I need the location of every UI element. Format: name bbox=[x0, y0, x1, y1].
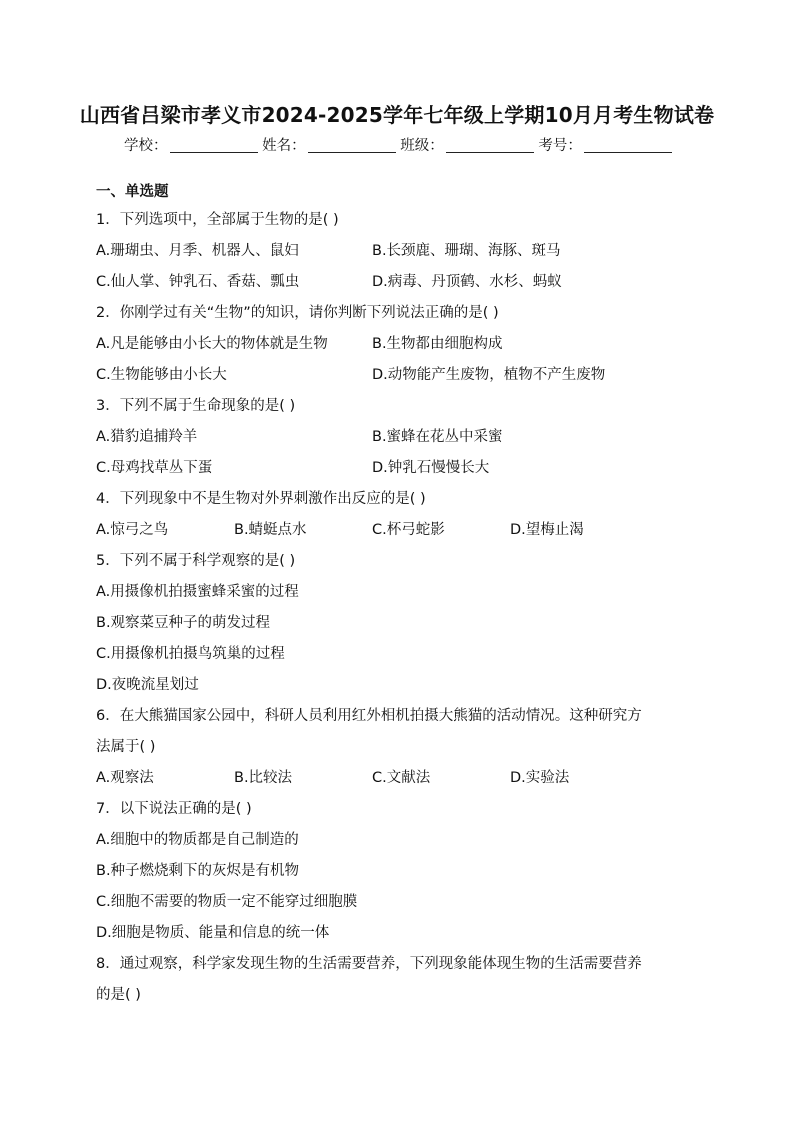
question-stem-continued: 的是( ) bbox=[96, 987, 141, 1003]
option-row bbox=[96, 515, 696, 546]
option: B.比较法 bbox=[234, 770, 293, 786]
exam-number-label: 考号： bbox=[538, 138, 582, 154]
question-stem: 2．你刚学过有关“生物”的知识，请你判断下列说法正确的是( ) bbox=[96, 305, 499, 321]
option: D.动物能产生废物，植物不产生废物 bbox=[372, 367, 606, 383]
question-stem: 5．下列不属于科学观察的是( ) bbox=[96, 553, 296, 569]
option: A.观察法 bbox=[96, 770, 154, 786]
option: B.长颈鹿、珊瑚、海豚、斑马 bbox=[372, 243, 561, 259]
question-list bbox=[96, 178, 696, 1011]
option: B.观察菜豆种子的萌发过程 bbox=[96, 615, 271, 631]
option: A.猎豹追捕羚羊 bbox=[96, 429, 198, 445]
school-label: 学校： bbox=[124, 138, 168, 154]
option: D.夜晚流星划过 bbox=[96, 677, 199, 693]
name-label: 姓名： bbox=[262, 138, 306, 154]
question-stem: 4．下列现象中不是生物对外界刺激作出反应的是( ) bbox=[96, 491, 426, 507]
question-stem: 1．下列选项中，全部属于生物的是( ) bbox=[96, 212, 339, 228]
option: C.生物能够由小长大 bbox=[96, 367, 227, 383]
question-stem: 3．下列不属于生命现象的是( ) bbox=[96, 398, 296, 414]
option-row bbox=[96, 329, 696, 360]
option-row bbox=[96, 360, 696, 391]
option: D.望梅止渴 bbox=[510, 522, 584, 538]
option: A.凡是能够由小长大的物体就是生物 bbox=[96, 336, 328, 352]
option: A.用摄像机拍摄蜜蜂采蜜的过程 bbox=[96, 584, 299, 600]
option: C.杯弓蛇影 bbox=[372, 522, 445, 538]
option: C.细胞不需要的物质一定不能穿过细胞膜 bbox=[96, 894, 358, 910]
option: A.珊瑚虫、月季、机器人、鼠妇 bbox=[96, 243, 299, 259]
option: B.生物都由细胞构成 bbox=[372, 336, 503, 352]
option: D.细胞是物质、能量和信息的统一体 bbox=[96, 925, 330, 941]
class-label: 班级： bbox=[400, 138, 444, 154]
school-blank bbox=[170, 134, 258, 153]
question-stem: 7．以下说法正确的是( ) bbox=[96, 801, 252, 817]
exam-number-blank bbox=[584, 134, 672, 153]
option-row bbox=[96, 267, 696, 298]
option: C.文献法 bbox=[372, 770, 431, 786]
class-blank bbox=[446, 134, 534, 153]
option: A.惊弓之鸟 bbox=[96, 522, 169, 538]
option: B.蜻蜓点水 bbox=[234, 522, 307, 538]
option: A.细胞中的物质都是自己制造的 bbox=[96, 832, 299, 848]
option-row bbox=[96, 453, 696, 484]
option: C.用摄像机拍摄鸟筑巢的过程 bbox=[96, 646, 285, 662]
question-stem: 6．在大熊猫国家公园中，科研人员利用红外相机拍摄大熊猫的活动情况。这种研究方 bbox=[96, 708, 642, 724]
name-blank bbox=[308, 134, 396, 153]
option-row bbox=[96, 236, 696, 267]
option: D.钟乳石慢慢长大 bbox=[372, 460, 490, 476]
option: D.实验法 bbox=[510, 770, 570, 786]
option-row bbox=[96, 422, 696, 453]
option-row bbox=[96, 763, 696, 794]
exam-title: 山西省吕梁市孝义市2024-2025学年七年级上学期10月月考生物试卷 bbox=[79, 103, 715, 127]
option: B.蜜蜂在花丛中采蜜 bbox=[372, 429, 503, 445]
option: C.母鸡找草丛下蛋 bbox=[96, 460, 213, 476]
option: D.病毒、丹顶鹤、水杉、蚂蚁 bbox=[372, 274, 562, 290]
question-stem-continued: 法属于( ) bbox=[96, 739, 156, 755]
option: C.仙人掌、钟乳石、香菇、瓢虫 bbox=[96, 274, 300, 290]
section-title: 一、单选题 bbox=[96, 184, 169, 200]
option: B.种子燃烧剩下的灰烬是有机物 bbox=[96, 863, 300, 879]
question-stem: 8．通过观察，科学家发现生物的生活需要营养，下列现象能体现生物的生活需要营养 bbox=[96, 956, 642, 972]
student-info-line bbox=[124, 134, 672, 158]
